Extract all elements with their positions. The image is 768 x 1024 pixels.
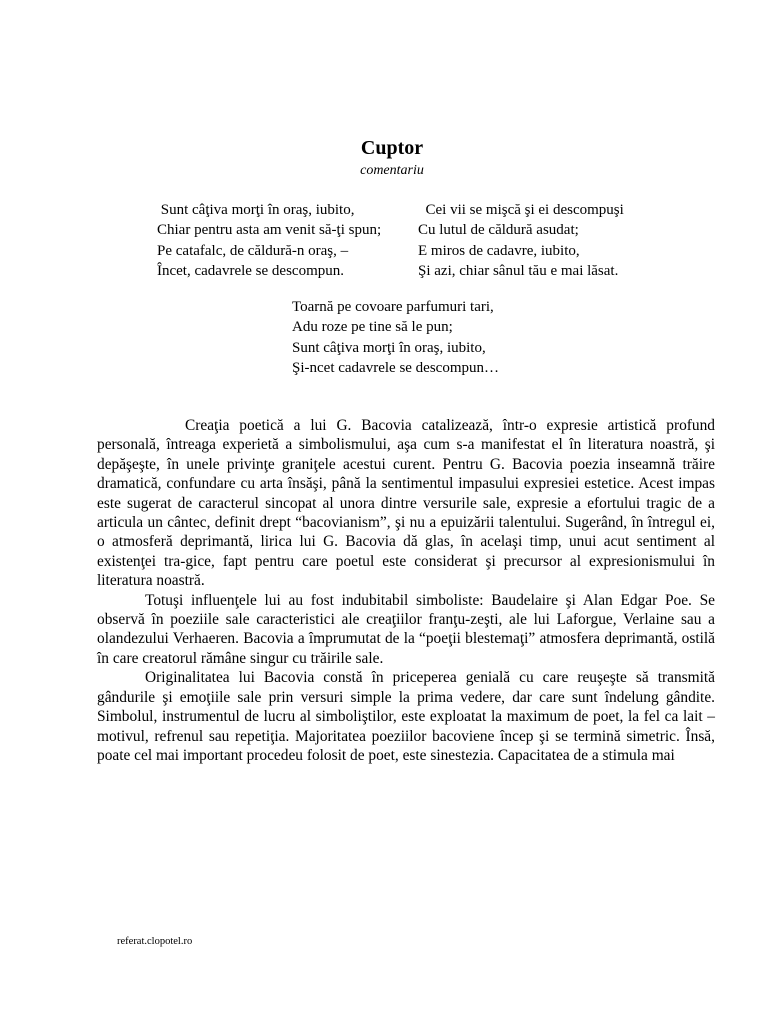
- footer-source: referat.clopotel.ro: [117, 936, 193, 947]
- poem-line: Cei vii se mişcă şi ei descompuşi: [418, 202, 624, 218]
- poem-line: Sunt câţiva morţi în oraş, iubito,: [292, 339, 486, 356]
- poem-line: Chiar pentru asta am venit să-ţi spun;: [157, 222, 382, 239]
- poem-line: Adu roze pe tine să le pun;: [292, 319, 453, 336]
- poem-line: Încet, cadavrele se descompun.: [157, 262, 344, 279]
- commentary-body: [97, 416, 715, 765]
- document-title: Cuptor: [360, 137, 424, 159]
- poem-line: Toarnă pe covoare parfumuri tari,: [292, 299, 494, 315]
- poem-line: Pe catafalc, de căldură-n oraş, –: [157, 242, 349, 259]
- poem-stanza-right: [418, 200, 624, 281]
- paragraph: Creaţia poetică a lui G. Bacovia catalizează, într-o expresie artistică profund personală, întreaga experietă a simbolismului, aşa cum s-a manifestat el în literatura noastră, şi depăşeşte, în unele privinţe graniţele acestui curent. Pentru G. Bacovia poezia inseamnă trăire dramatică, confundare cu arta însăşi, până la sentimentul impasului expresiei estetice. Acest impas este sugerat de caracterul sincopat al unora dintre versurile sale, expresie a efortului tragic de a articula un cântec, definit drept “bacovianism”, şi nu a epuizării talentului. Sugerând, în întregul ei, o atmosferă deprimantă, lirica lui G. Bacovia dă glas, în acelaşi timp, unui acut sentiment al existenţei tra-gice, fapt pentru care poetul este considerat şi precursor al expresionismului în literatura noastră.: [97, 417, 715, 590]
- poem-line: Cu lutul de căldură asudat;: [418, 222, 579, 239]
- paragraph: Totuşi influenţele lui au fost indubitabil simboliste: Baudelaire şi Alan Edgar Poe. Se observă în poeziile sale caracteristici ale creaţiilor franţu-zeşti, ale lui Laforgue, Verlaine sau a olandezului Verhaeren. Bacovia a împrumutat de la “poeţii blestemaţi” atmosfera deprimantă, ostilă în care creatorul rămâne singur cu trăirile sale.: [97, 591, 715, 667]
- paragraph: Originalitatea lui Bacovia constă în priceperea genială cu care reuşeşte să transmită gândurile şi emoţiile sale prin versuri simple la prima vedere, dar care sunt îndelung gândite. Simbolul, instrumentul de lucru al simboliştilor, este exploatat la maximum de poet, la fel ca lait – motivul, refrenul sau repetiţia. Majoritatea poeziilor bacoviene încep şi se termină simetric. Însă, poate cel mai important procedeu folosit de poet, este sinestezia. Capacitatea de a stimula mai: [97, 669, 715, 764]
- poem-stanza-center: [292, 297, 499, 378]
- poem-line: Şi-ncet cadavrele se descompun…: [292, 359, 500, 376]
- poem-line: Sunt câţiva morţi în oraş, iubito,: [157, 202, 355, 218]
- poem-line: E miros de cadavre, iubito,: [418, 242, 580, 259]
- poem-stanza-left: [157, 200, 381, 281]
- poem-line: Şi azi, chiar sânul tău e mai lăsat.: [418, 262, 619, 279]
- document-subtitle: comentariu: [360, 163, 424, 178]
